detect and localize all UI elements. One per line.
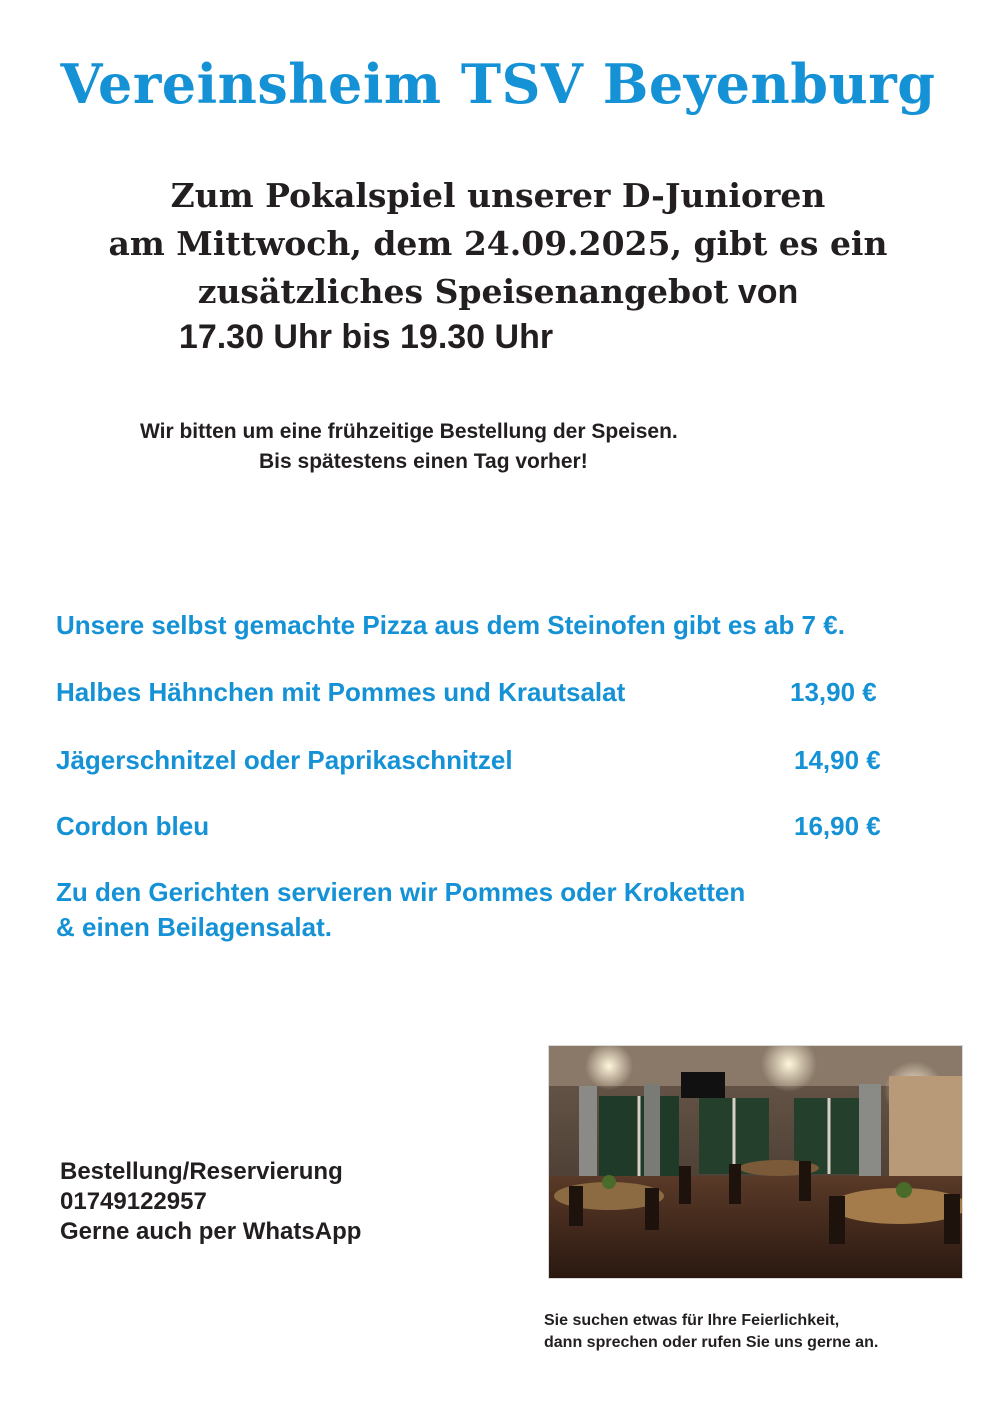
menu-item-name: Jägerschnitzel oder Paprikaschnitzel: [56, 745, 513, 775]
sides-line-1: Zu den Gerichten servieren wir Pommes oder Kroketten: [56, 877, 746, 907]
intro-line-2: am Mittwoch, dem 24.09.2025, gibt es ein: [108, 224, 888, 263]
page-title: Vereinsheim TSV Beyenburg: [60, 52, 936, 116]
menu-item-name: Cordon bleu: [56, 811, 210, 841]
contact-phone: 01749122957: [60, 1188, 207, 1215]
contact-whatsapp: Gerne auch per WhatsApp: [60, 1218, 362, 1245]
menu-item-price: 13,90 €: [790, 677, 877, 707]
clubhouse-photo-illustration: [549, 1046, 962, 1278]
menu-item-name: Halbes Hähnchen mit Pommes und Krautsalat: [56, 677, 626, 707]
sides-line-2: & einen Beilagensalat.: [56, 912, 332, 942]
contact-label: Bestellung/Reservierung: [60, 1158, 343, 1185]
clubhouse-photo: [548, 1045, 963, 1279]
request-line-1: Wir bitten um eine frühzeitige Bestellung der Speisen.: [140, 420, 678, 443]
footer-line-2: dann sprechen oder rufen Sie uns gerne an.: [544, 1334, 879, 1351]
menu-item-price: 16,90 €: [794, 811, 881, 841]
intro-time: 17.30 Uhr bis 19.30 Uhr: [178, 318, 554, 356]
intro-line-1: Zum Pokalspiel unserer D-Junioren: [170, 176, 826, 215]
pizza-offer: Unsere selbst gemachte Pizza aus dem Steinofen gibt es ab 7 €.: [56, 610, 845, 640]
menu-item-price: 14,90 €: [794, 745, 881, 775]
intro-line-3-serif: zusätzliches Speisenangebot: [197, 272, 729, 311]
footer-line-1: Sie suchen etwas für Ihre Feierlichkeit,: [544, 1312, 840, 1329]
intro-line-3: [0, 272, 996, 312]
request-line-2: Bis spätestens einen Tag vorher!: [259, 450, 588, 473]
intro-line-3-sans: von: [728, 273, 799, 311]
